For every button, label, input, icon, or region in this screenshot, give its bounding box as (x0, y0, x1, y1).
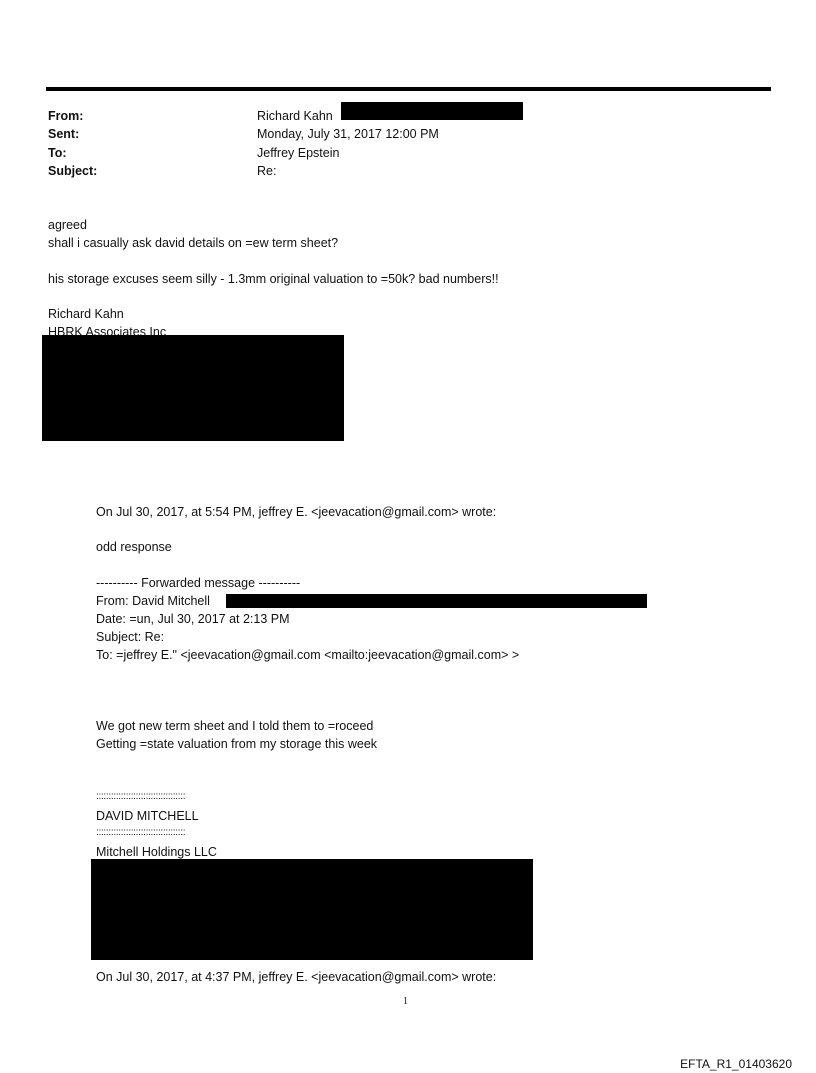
quoted-signature-company: Mitchell Holdings LLC (96, 845, 217, 859)
to-label: To: (48, 146, 67, 160)
quoted-reply: odd response (96, 540, 172, 554)
sent-value: Monday, July 31, 2017 12:00 PM (257, 127, 439, 141)
sent-label: Sent: (48, 127, 80, 141)
redaction-box (341, 102, 523, 120)
from-value: Richard Kahn (257, 109, 333, 123)
fwd-subject: Subject: Re: (96, 630, 165, 644)
signature-name: Richard Kahn (48, 307, 124, 321)
quoted-signature-name: DAVID MITCHELL (96, 809, 199, 823)
quoted-wrote-line-1: On Jul 30, 2017, at 5:54 PM, jeffrey E. <jeevacation@gmail.com> wrote: (96, 505, 497, 519)
body-line-2: shall i casually ask david details on =ew term sheet? (48, 236, 339, 250)
message-line-2: Getting =state valuation from my storage this week (96, 737, 378, 751)
quoted-wrote-line-2: On Jul 30, 2017, at 4:37 PM, jeffrey E. <jeevacation@gmail.com> wrote: (96, 970, 497, 984)
message-line-1: We got new term sheet and I told them to =roceed (96, 719, 374, 733)
redaction-box (226, 594, 647, 608)
body-line-1: agreed (48, 218, 87, 232)
signature-divider-top: :::::::::::::::::::::::::::::::::::: (96, 791, 186, 802)
redaction-box (91, 859, 533, 960)
subject-value: Re: (257, 164, 277, 178)
signature-company: HBRK Associates Inc (48, 325, 167, 335)
redaction-box (42, 335, 344, 441)
page-number: 1 (403, 996, 408, 1007)
from-label: From: (48, 109, 84, 123)
to-value: Jeffrey Epstein (257, 146, 340, 160)
header-rule (46, 87, 771, 91)
fwd-from: From: David Mitchell (96, 594, 210, 608)
fwd-to: To: =jeffrey E." <jeevacation@gmail.com <mailto:jeevacation@gmail.com> > (96, 648, 520, 662)
document-id: EFTA_R1_01403620 (680, 1057, 792, 1071)
fwd-date: Date: =un, Jul 30, 2017 at 2:13 PM (96, 612, 290, 626)
body-line-3: his storage excuses seem silly - 1.3mm original valuation to =50k? bad numbers!! (48, 272, 499, 286)
forwarded-separator: ---------- Forwarded message ---------- (96, 576, 301, 590)
signature-divider-bottom: :::::::::::::::::::::::::::::::::::: (96, 827, 186, 838)
subject-label: Subject: (48, 164, 98, 178)
